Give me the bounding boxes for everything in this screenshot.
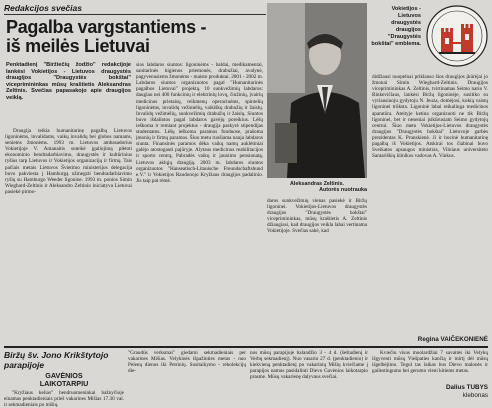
headline-line-1: Pagalba vargstantiems - — [6, 17, 207, 37]
parish-column-3 — [250, 350, 368, 400]
article-column-3 — [267, 198, 367, 328]
headline-line-2: iš meilės Lietuvai — [6, 36, 150, 56]
parish-column-2-text: "Graudūs verksmai" giedami sekmadieniais per vakarines Mišias. Velykinės išpažinties metas - nuo Pelenų dienos iki Petrinių. Susitaikymo - rekolekcijų die- — [128, 350, 246, 375]
author-signature: Regina VAIČEKONIENĖ — [417, 336, 488, 343]
parish-signature — [372, 384, 488, 399]
towers-emblem-icon — [425, 4, 489, 68]
parish-signature-name: Dalius TUBYS — [446, 384, 488, 391]
article-column-4 — [372, 74, 488, 330]
portrait-silhouette — [267, 3, 367, 178]
parish-column-3-text: nos mūsų parapijoje balandžio 3 - 4 d. (šeštadienį ir Verbų sekmadienį). Nuo vasario 27 d. (penktadienio) ir kiekvieną penktadienį po vakarinių Mišių kviečiame į parapijos namus pasidalinti Dievo Gavėnios laikotarpio prasme. Mūsų vakarienę dalyvaus svečiai. — [250, 350, 368, 381]
parish-column-2 — [128, 350, 246, 400]
top-rule — [4, 14, 266, 15]
section-rubric: Redakcijos svečias — [4, 3, 82, 13]
column-2-text: sios labdaros siuntos: ligoninėms - baldai, medikamentai, sanitarinės higienos priemonės, drabužiai, avalynė, pagyvenusiems žmonėms - maisto produktai. 2001 - 2002 m. Labdaros siuntos organizuotos pagal "Humanitarinės pagalbos Lietuvai" projektą. 10 sunkvežimių labdaros: daugiau nei 400 funkcinių ir elektrinių lovų, čiužinių, įvairių medicinos prietaisų, reikmenų operacinėms, spintelių ligoninėms, invalidų vežimėlių, vaikiškų drabužių ir žaislų. Invalidų vežimėlių, sunkvežimių drabužių ir žaislų. Siuntos buvo išdalintos pagal labdaros gavėjų poreikius. Lėšų ieškoma ir remiant projektus - draugija paskyrė stipendijas studentams. Lėšų ieškoma paramos fonduose, prašoma įmonių ir firmų paramos. Šiuo metu ruošiama nauja labdaros siunta. Finansinės paramos dėka vaikų namų auklėtiniai galėjo atostogauti pajūryje. Alytaus medicinos reabilitacijos ir sporto centrą, Pabradės vaikų ir jaunimo pensionatą, Lietuvos aklųjų draugiją. 2003 m. labdaros siuntos organizuotos "Hanseatisch-Litauische Freundschaftsbund e.V." ir Vokietijos Raudonojo Kryžiaus draugijos padalinio. Jis taip pat rėmė. — [136, 62, 263, 184]
parish-signature-role: klebonas — [462, 391, 488, 399]
parish-column-1 — [4, 390, 124, 408]
section-divider — [4, 346, 488, 348]
parish-subheading — [4, 372, 124, 389]
article-headline — [6, 18, 268, 56]
column-4-text: didžiausi nuopelnai priklauso šios draugijos įkūrėjai jo žmonai Simin Wieghard-Zeltinis. Draugijos viceprimininkas A. Zeltinis, tvirtinamas Seimo nario V. Rinkevičiaus, lankėsi Biržų ligoninėje, susitiko su vyriausiuoju gydytoju N. Jeuza, domėjosi, kokių vaistų ligoninei trūksta. Ligoninė labai reikalinga medicinos aparatūra. Ateityje ketina organizuoti ne tik Biržų ligoninei, bet ir neseniai įsikūrusiam Seimo gydytojų centrui. Šiuo metu Vokietijos-Lietuvos draugystės draugijos "Draugystės bokštai" Lietuvoje garbės prezidentas K. Prunskienė. Ji ir bocinė humanitarinę pagalbą iš Vokietijos. Atskirai tos čiabinai buvo Sveikatos apsaugos ministras, Vilniaus universiteto Santariškių klinikos vadovas A. Vinkus. — [372, 74, 488, 160]
photo-caption-credit: Autorės nuotrauka — [319, 187, 367, 194]
photo-caption-name: Aleksandras Zeltinis. — [290, 181, 344, 187]
article-lead: Penktadienį "Biržiečių žodžio" redakcijoje lankėsi Vokietijos - Lietuvos draugystės draugijos "Draugystės bokštai" viceprimininkas mūsų kraštietis Aleksandras Zeltinis. Svečias papasakojo apie draugijos veiklą. — [6, 62, 131, 101]
parish-column-4 — [372, 350, 488, 384]
column-1-text: Draugija teikia humanitarinę pagalbą Lietuvos ligoninėms, invalidams, vaikų invalidų bei globos namams, seniems žmonėms. 1993 m. Lietuvos ambasadorius Vokietijoje V. Antanaitis suteikė įgaliojimą plėtoti ekonominio bendradarbiavimo, draugystės ir kultūrinius ryšius tarp Lietuvos ir Vokietijos organizacijų ir firmų. Tais pačiais metais Lietuvos Švietimo ministerijos delegacija buvo pakviesta į Hamburgą užmegzti bendradarbiavimo ryšių su Hamburgo Weeder ligonine. 1993 m. ponios Simin Wieghard-Zeltinis ir Aleksandro Zeltinio iniciatyva Lietuvai pasiekė pirmo- — [5, 128, 132, 195]
subheading-line-2: LAIKOTARPIU — [39, 379, 89, 389]
subheading-line-1: GAVĖNIOS — [45, 371, 83, 380]
portrait-photo — [267, 3, 367, 178]
parish-column-1-text: "Kryžiaus kelias" bendruomeninkai bažnyčioje einamas penktadieniais prieš vakarines Mišias 17.30 val. ir sekmadieniais po mišių. — [4, 390, 124, 408]
article-column-1 — [5, 128, 132, 328]
emblem-caption: Vokietijos - Lietuvos draugystės draugijos "Draugystės bokštai" emblema. — [371, 6, 421, 47]
column-3-text: daros sunkvežimių vienas pasiekė ir Biržų ligoninei. Vokietijos-Lietuvos draugystės draugijos "Draugystės bokštai" viceprimininkas, mūsų kraštietis A. Zeltinis džiaugiasi, kad draugijos veikla labai vertinama Vokietijoje. Svečias sakė, kad — [267, 198, 367, 235]
article-column-2 — [136, 62, 263, 328]
photo-caption — [267, 181, 367, 194]
parish-column-4-text: Kviečiu visus moolardžiai 7 savaitės iki Velykų išgyventi mūsų Viešpaties kančią ir mirtį dėl mūsų išgelbėjimo. Tegul tas laikas bus Dievo malonės ir gailestingumo bei gerumo vieni kitiems metas. — [372, 350, 488, 375]
parish-rubric: Biržų šv. Jono Krikštytojo parapijoje — [4, 350, 109, 370]
